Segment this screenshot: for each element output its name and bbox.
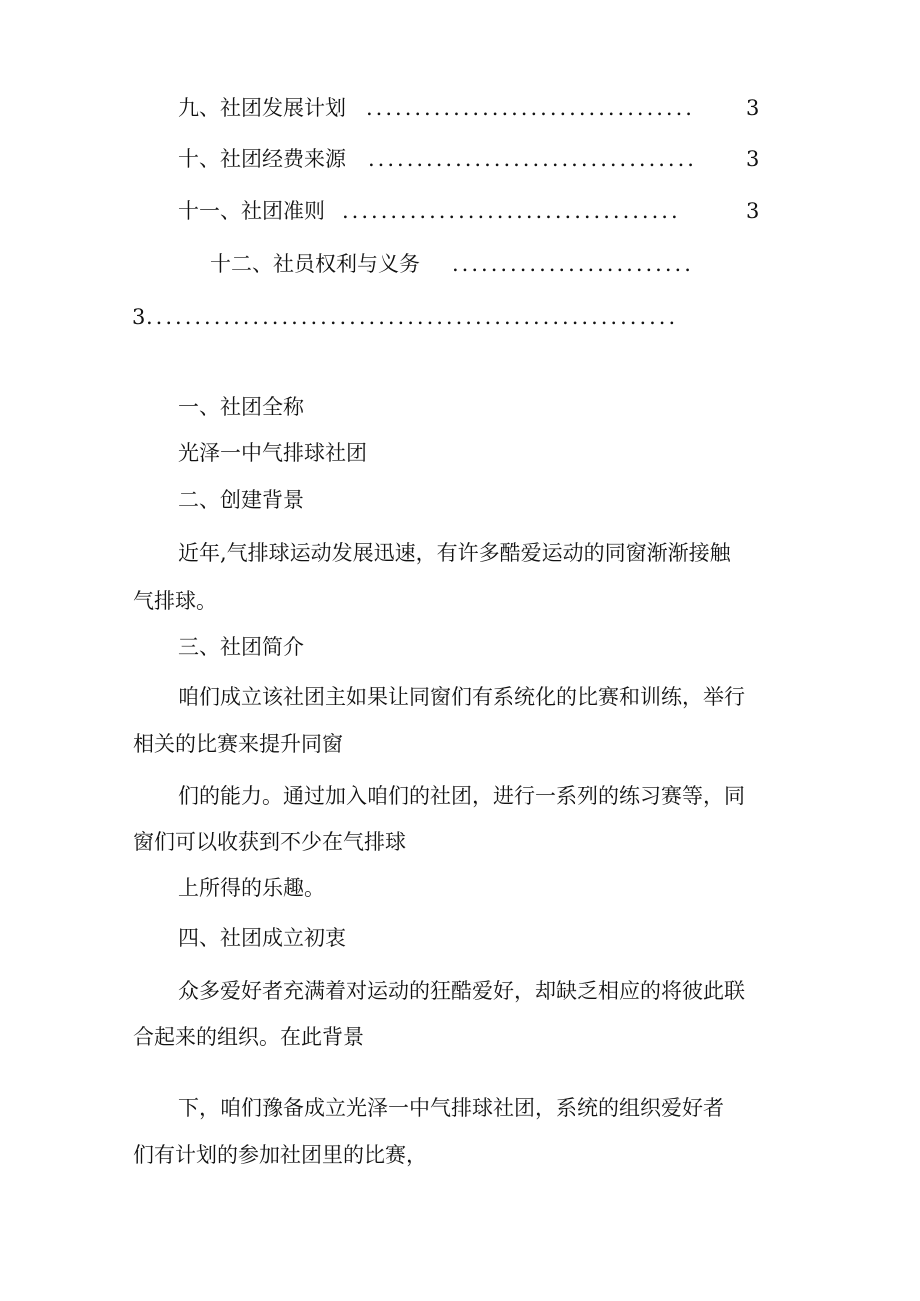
toc-leader: ...................................: [342, 199, 681, 223]
toc-label: 九、社团发展计划: [178, 96, 346, 120]
toc-page-number: 3: [746, 147, 760, 171]
toc-entry-11[interactable]: [0, 191, 920, 231]
toc-entry-10[interactable]: [0, 139, 920, 179]
toc-label: 十二、社员权利与义务: [210, 252, 420, 276]
toc-page-number: 3: [132, 305, 146, 329]
toc-page-number: 3: [746, 96, 760, 120]
toc-leader: .........................: [452, 252, 694, 276]
toc-label: 十一、社团准则: [178, 199, 325, 223]
toc-leader: ..................................: [368, 147, 697, 171]
toc-entry-12[interactable]: [0, 244, 920, 284]
toc-label: 十、社团经费来源: [178, 147, 346, 171]
toc-leader: .......................................................: [146, 305, 679, 329]
toc-leader: ..................................: [366, 96, 695, 120]
toc-page-number: 3: [746, 199, 760, 223]
toc-entry-12-continuation: [0, 297, 920, 337]
toc-entry-9[interactable]: [0, 88, 920, 128]
